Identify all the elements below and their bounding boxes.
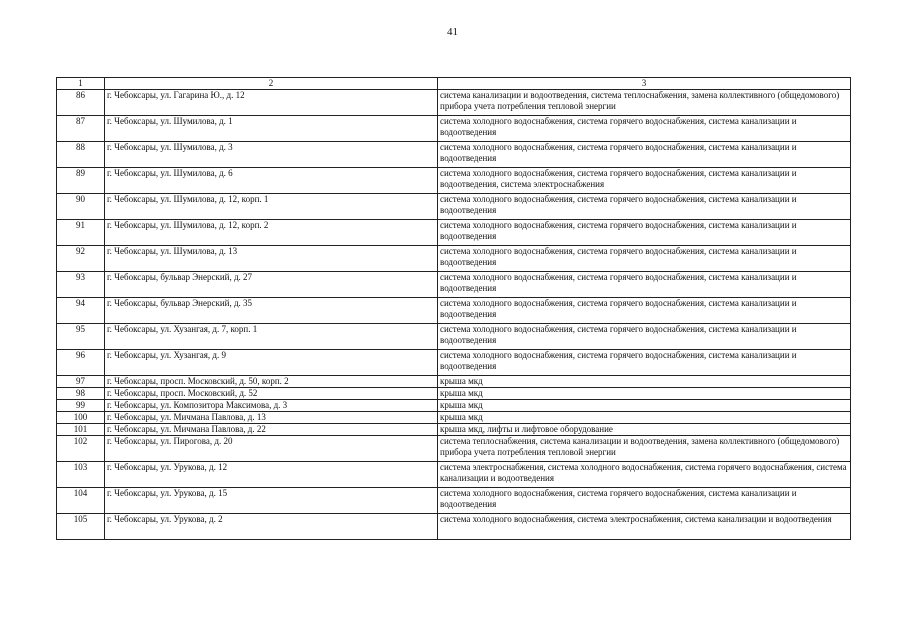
systems-cell: система холодного водоснабжения, система горячего водоснабжения, система канализации и водоотведения [438,142,851,168]
address-cell: г. Чебоксары, ул. Шумилова, д. 13 [105,246,438,272]
table-row [57,90,851,116]
address-cell: г. Чебоксары, ул. Мичмана Павлова, д. 13 [105,412,438,424]
systems-cell: крыша мкд [438,388,851,400]
table-header [57,78,851,90]
address-cell: г. Чебоксары, ул. Гагарина Ю., д. 12 [105,90,438,116]
address-cell: г. Чебоксары, ул. Шумилова, д. 3 [105,142,438,168]
table-row [57,424,851,436]
table-row [57,412,851,424]
address-cell: г. Чебоксары, просп. Московский, д. 50, корп. 2 [105,376,438,388]
table-row [57,462,851,488]
row-number-cell: 90 [57,194,105,220]
table-row [57,324,851,350]
systems-cell: система холодного водоснабжения, система горячего водоснабжения, система канализации и водоотведения [438,324,851,350]
row-number-cell: 92 [57,246,105,272]
systems-cell: система холодного водоснабжения, система горячего водоснабжения, система канализации и водоотведения [438,272,851,298]
table-row [57,436,851,462]
table-row [57,246,851,272]
systems-cell: система холодного водоснабжения, система горячего водоснабжения, система канализации и водоотведения [438,220,851,246]
repair-table [56,77,851,540]
header-row [57,78,851,90]
address-cell: г. Чебоксары, ул. Шумилова, д. 6 [105,168,438,194]
table-row [57,488,851,514]
row-number-cell: 86 [57,90,105,116]
address-cell: г. Чебоксары, ул. Мичмана Павлова, д. 22 [105,424,438,436]
table-row [57,194,851,220]
table-row [57,272,851,298]
address-cell: г. Чебоксары, ул. Шумилова, д. 12, корп. 2 [105,220,438,246]
column-header-2: 2 [105,78,438,90]
address-cell: г. Чебоксары, ул. Композитора Максимова, д. 3 [105,400,438,412]
page-number: 41 [447,26,458,38]
table-body [57,90,851,540]
systems-cell: крыша мкд, лифты и лифтовое оборудование [438,424,851,436]
systems-cell: крыша мкд [438,376,851,388]
row-number-cell: 91 [57,220,105,246]
address-cell: г. Чебоксары, ул. Хузангая, д. 7, корп. 1 [105,324,438,350]
row-number-cell: 89 [57,168,105,194]
table-row [57,168,851,194]
address-cell: г. Чебоксары, ул. Пирогова, д. 20 [105,436,438,462]
row-number-cell: 103 [57,462,105,488]
address-cell: г. Чебоксары, ул. Хузангая, д. 9 [105,350,438,376]
systems-cell: система холодного водоснабжения, система горячего водоснабжения, система канализации и водоотведения [438,246,851,272]
systems-cell: система канализации и водоотведения, система теплоснабжения, замена коллективного (общедомового) прибора учета потребления тепловой энергии [438,90,851,116]
column-header-3: 3 [438,78,851,90]
row-number-cell: 88 [57,142,105,168]
table-row [57,298,851,324]
row-number-cell: 101 [57,424,105,436]
systems-cell: система холодного водоснабжения, система горячего водоснабжения, система канализации и водоотведения, система электроснабжения [438,168,851,194]
table-row [57,376,851,388]
systems-cell: крыша мкд [438,412,851,424]
address-cell: г. Чебоксары, ул. Урукова, д. 2 [105,514,438,540]
row-number-cell: 98 [57,388,105,400]
row-number-cell: 93 [57,272,105,298]
address-cell: г. Чебоксары, ул. Шумилова, д. 12, корп. 1 [105,194,438,220]
row-number-cell: 97 [57,376,105,388]
row-number-cell: 104 [57,488,105,514]
table-row [57,350,851,376]
row-number-cell: 102 [57,436,105,462]
row-number-cell: 96 [57,350,105,376]
address-cell: г. Чебоксары, ул. Шумилова, д. 1 [105,116,438,142]
table-row [57,116,851,142]
systems-cell: система холодного водоснабжения, система горячего водоснабжения, система канализации и водоотведения [438,488,851,514]
column-header-1: 1 [57,78,105,90]
table-row [57,220,851,246]
systems-cell: система холодного водоснабжения, система горячего водоснабжения, система канализации и водоотведения [438,194,851,220]
row-number-cell: 99 [57,400,105,412]
table-row [57,388,851,400]
systems-cell: система холодного водоснабжения, система горячего водоснабжения, система канализации и водоотведения [438,116,851,142]
row-number-cell: 94 [57,298,105,324]
address-cell: г. Чебоксары, ул. Урукова, д. 15 [105,488,438,514]
systems-cell: система холодного водоснабжения, система горячего водоснабжения, система канализации и водоотведения [438,350,851,376]
systems-cell: система теплоснабжения, система канализации и водоотведения, замена коллективного (общедомового) прибора учета потребления тепловой энергии [438,436,851,462]
table-row [57,142,851,168]
address-cell: г. Чебоксары, ул. Урукова, д. 12 [105,462,438,488]
row-number-cell: 100 [57,412,105,424]
systems-cell: система электроснабжения, система холодного водоснабжения, система горячего водоснабжения, система канализации и водоотведения [438,462,851,488]
table-row [57,514,851,540]
row-number-cell: 95 [57,324,105,350]
address-cell: г. Чебоксары, бульвар Энерский, д. 27 [105,272,438,298]
row-number-cell: 105 [57,514,105,540]
table-row [57,400,851,412]
systems-cell: система холодного водоснабжения, система электроснабжения, система канализации и водоотведения [438,514,851,540]
systems-cell: система холодного водоснабжения, система горячего водоснабжения, система канализации и водоотведения [438,298,851,324]
address-cell: г. Чебоксары, бульвар Энерский, д. 35 [105,298,438,324]
address-cell: г. Чебоксары, просп. Московский, д. 52 [105,388,438,400]
row-number-cell: 87 [57,116,105,142]
systems-cell: крыша мкд [438,400,851,412]
